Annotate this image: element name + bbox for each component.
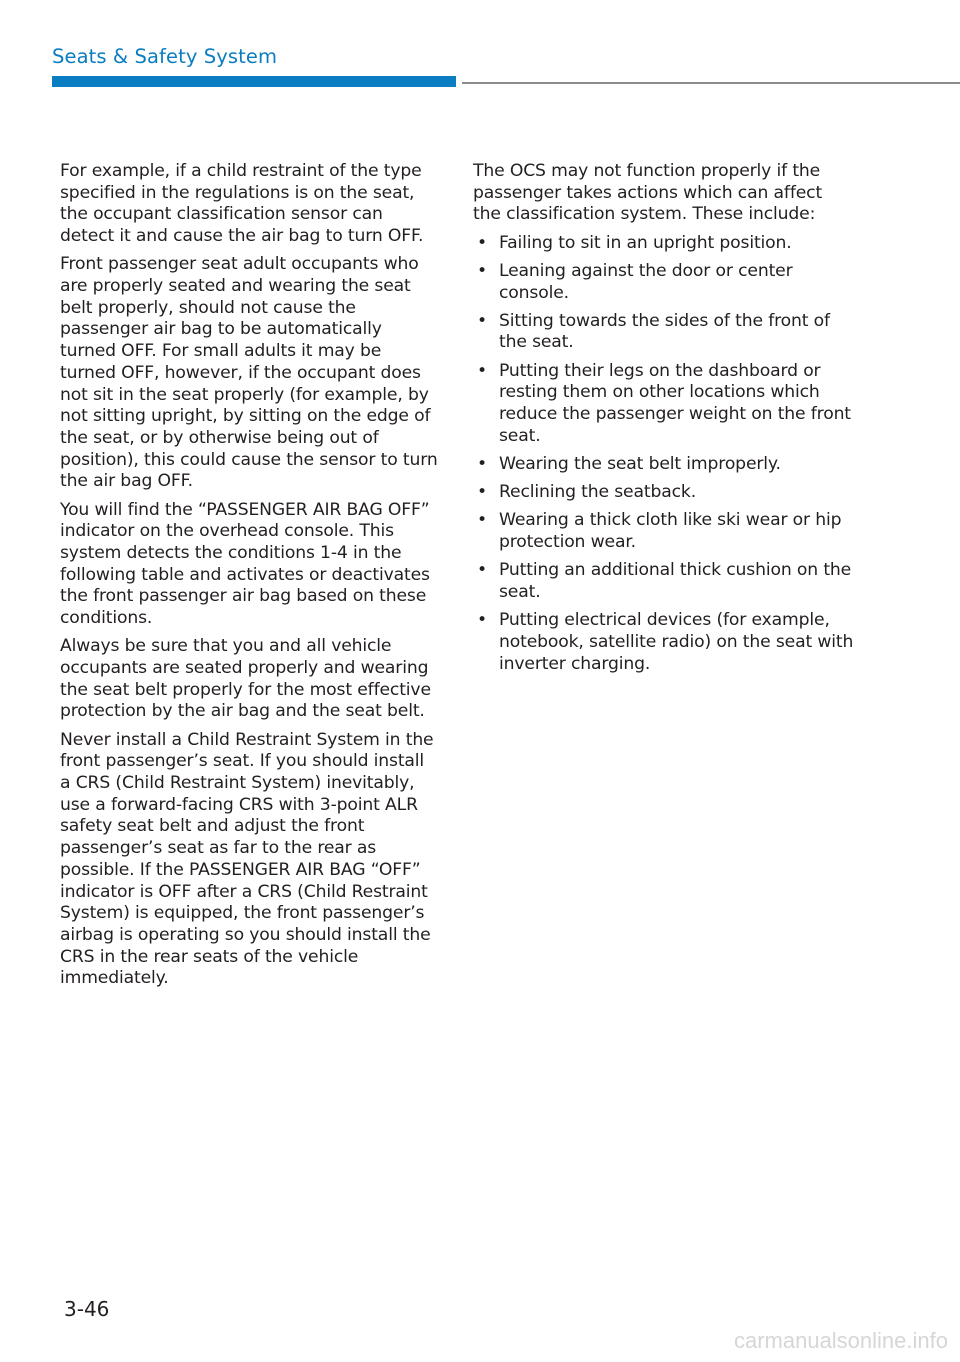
- bullet-icon: •: [477, 560, 487, 581]
- list-item: [473, 482, 855, 504]
- list-item: [473, 510, 855, 553]
- list-item: [473, 610, 855, 675]
- bullet-icon: •: [477, 482, 487, 503]
- bullet-icon: •: [477, 360, 487, 381]
- right-column: [473, 161, 855, 682]
- section-title: Seats & Safety System: [52, 45, 278, 68]
- paragraph: You will find the “PASSENGER AIR BAG OFF” indicator on the overhead console. This system detects the conditions 1-4 in the following table and activates or deactivates the front passenger air bag based on these conditions.: [60, 499, 430, 629]
- bullet-icon: •: [477, 510, 487, 531]
- paragraph: Front passenger seat adult occupants who are properly seated and wearing the seat belt properly, should not cause the passenger air bag to be automatically turned OFF. For small adults it may be turned OFF, however, if the occupant does not sit in the seat properly (for example, by not sitting upright, by sitting on the edge of the seat, or by otherwise being out of position), this could cause the sensor to turn the air bag OFF.: [60, 254, 438, 492]
- list-item-text: Putting electrical devices (for example, notebook, satellite radio) on the seat with inverter charging.: [499, 610, 854, 674]
- list-item: [473, 454, 855, 476]
- paragraph: Always be sure that you and all vehicle occupants are seated properly and wearing the seat belt properly for the most effective protection by the air bag and the seat belt.: [60, 636, 431, 722]
- list-item-text: Sitting towards the sides of the front of the seat.: [499, 310, 830, 353]
- bullet-icon: •: [477, 310, 487, 331]
- list-item-text: Reclining the seatback.: [499, 482, 697, 503]
- page-number: 3-46: [64, 1297, 110, 1321]
- list-item: [473, 261, 855, 304]
- list-item-text: Wearing a thick cloth like ski wear or hip protection wear.: [499, 510, 842, 553]
- watermark: carmanualsonline.info: [733, 1328, 948, 1353]
- bullet-icon: •: [477, 232, 487, 253]
- list-item-text: Leaning against the door or center console.: [499, 260, 793, 303]
- list-item: [473, 361, 855, 448]
- conditions-list: [473, 233, 855, 676]
- header-rule: [462, 82, 960, 84]
- left-column: [60, 161, 438, 997]
- list-item: [473, 560, 855, 603]
- list-item-text: Putting an additional thick cushion on the seat.: [499, 560, 852, 602]
- list-item-text: Putting their legs on the dashboard or resting them on other locations which reduce the passenger weight on the front seat.: [499, 360, 851, 446]
- list-item: [473, 311, 855, 354]
- list-item-text: Failing to sit in an upright position.: [499, 232, 792, 253]
- bullet-icon: •: [477, 260, 487, 281]
- header-accent-bar: [52, 76, 456, 87]
- list-item: [473, 233, 855, 255]
- intro-paragraph: The OCS may not function properly if the passenger takes actions which can affect the classification system. These include:: [473, 161, 823, 225]
- bullet-icon: •: [477, 453, 487, 474]
- list-item-text: Wearing the seat belt improperly.: [499, 453, 781, 474]
- bullet-icon: •: [477, 610, 487, 631]
- paragraph: For example, if a child restraint of the type specified in the regulations is on the seat, the occupant classification sensor can detect it and cause the air bag to turn OFF.: [60, 161, 424, 247]
- paragraph: Never install a Child Restraint System in the front passenger’s seat. If you should install a CRS (Child Restraint System) inevitably, use a forward-facing CRS with 3-point ALR safety seat belt and adjust the front passenger’s seat as far to the rear as possible. If the PASSENGER AIR BAG “OFF” indicator is OFF after a CRS (Child Restraint System) is equipped, the front passenger’s airbag is operating so you should install the CRS in the rear seats of the vehicle immediately.: [60, 729, 434, 989]
